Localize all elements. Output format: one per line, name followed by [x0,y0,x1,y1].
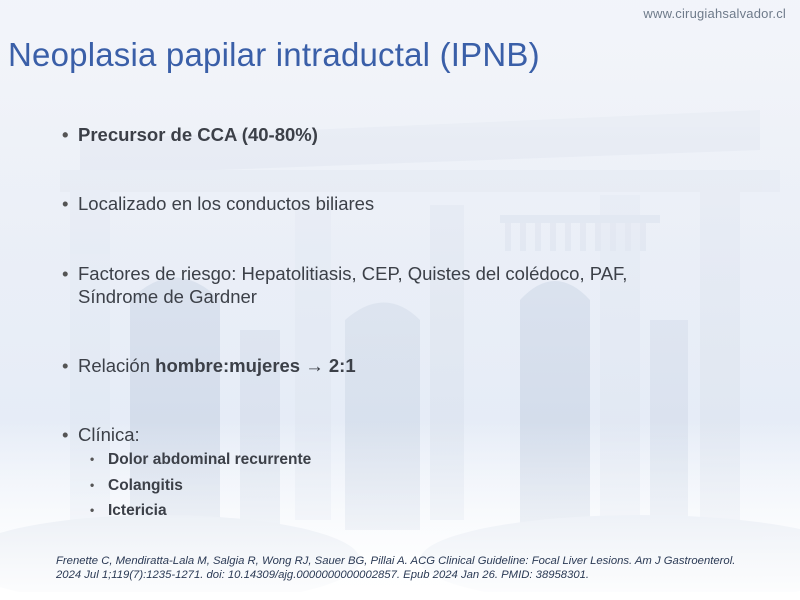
subbullet-ictericia [90,502,167,520]
bullet-precursor [62,123,318,146]
bullet-relacion [62,354,356,377]
slide-title: Neoplasia papilar intraductal (IPNB) [8,36,540,73]
bullet-dot-icon: • [62,355,69,376]
bullet-text-line1: Factores de riesgo: Hepatolitiasis, CEP, Quistes del colédoco, PAF, [78,263,628,284]
bullet-localizado [62,192,374,215]
reference-citation [56,555,791,582]
bullet-dot-icon: • [90,452,95,466]
bullet-dot-icon: • [90,503,95,517]
bullet-text: Localizado en los conductos biliares [78,193,375,214]
bullet-text: Precursor de CCA (40-80%) [78,124,318,145]
bottom-border [0,592,800,600]
bullet-factores [62,262,627,308]
bullet-dot-icon: • [62,124,69,145]
bullet-text-ratio-label: hombre:mujeres [155,355,301,376]
subbullet-colangitis [90,477,183,495]
reference-line-1: Frenette C, Mendiratta-Lala M, Salgia R, Wong RJ, Sauer BG, Pillai A. ACG Clinical Guideline: Focal Liver Lesions. Am J Gastroenterol. [56,555,736,567]
bullet-text-ratio-value: 2:1 [328,355,356,376]
bullet-dot-icon: • [90,478,95,492]
subbullet-text: Ictericia [108,502,167,519]
bullet-dot-icon: • [62,424,69,445]
bullet-text-line2: Síndrome de Gardner [78,286,257,307]
bullet-text: Clínica: [78,424,140,445]
bullet-dot-icon: • [62,193,69,214]
subbullet-text: Dolor abdominal recurrente [108,451,312,468]
reference-line-2: 2024 Jul 1;119(7):1235-1271. doi: 10.14309/ajg.0000000000002857. Epub 2024 Jan 26. PMID: 38958301. [56,568,590,581]
subbullet-text: Colangitis [108,477,183,494]
bullet-clinica [62,423,140,446]
website-url: www.cirugiahsalvador.cl [643,6,786,21]
bullet-text-prefix: Relación [78,355,156,376]
subbullet-dolor [90,451,311,469]
right-arrow-icon: → [305,355,324,376]
bullet-dot-icon: • [62,263,69,284]
